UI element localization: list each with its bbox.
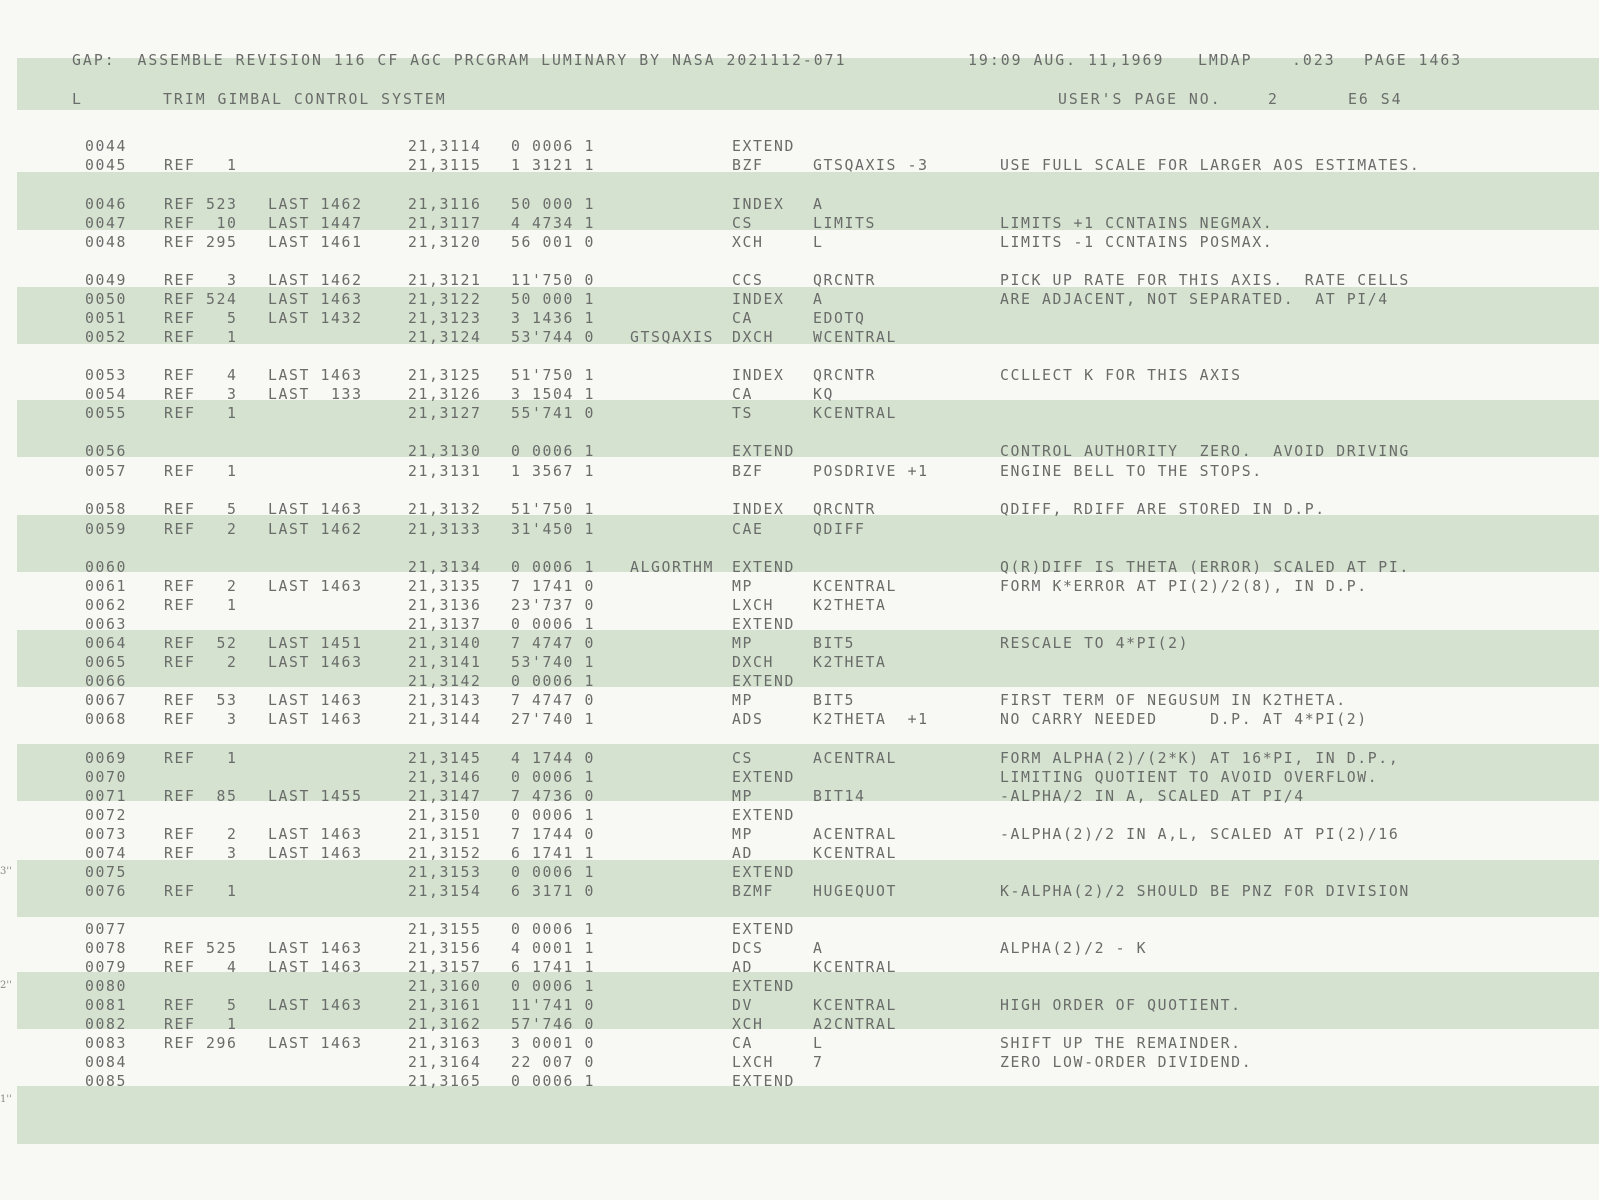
line-number: 0062 bbox=[85, 597, 128, 614]
address: 21,3157 bbox=[408, 959, 482, 976]
opcode: CS bbox=[732, 215, 754, 232]
opcode: CA bbox=[732, 310, 754, 327]
comment: NO CARRY NEEDED D.P. AT 4*PI(2) bbox=[1000, 711, 1368, 728]
line-number: 0050 bbox=[85, 291, 128, 308]
address: 21,3126 bbox=[408, 386, 482, 403]
address: 21,3134 bbox=[408, 559, 482, 576]
opcode: EXTEND bbox=[732, 138, 796, 155]
last-field: LAST 1463 bbox=[268, 997, 363, 1014]
octal-code: 6 1741 1 bbox=[511, 845, 596, 862]
opcode: BZF bbox=[732, 157, 764, 174]
opcode: INDEX bbox=[732, 196, 785, 213]
line-number: 0058 bbox=[85, 501, 128, 518]
address: 21,3153 bbox=[408, 864, 482, 881]
ref-field: REF 3 bbox=[164, 711, 238, 728]
line-number: 0055 bbox=[85, 405, 128, 422]
operand: QDIFF bbox=[813, 521, 866, 538]
octal-code: 27'740 1 bbox=[511, 711, 596, 728]
address: 21,3152 bbox=[408, 845, 482, 862]
line-number: 0053 bbox=[85, 367, 128, 384]
opcode: EXTEND bbox=[732, 921, 796, 938]
comment: RESCALE TO 4*PI(2) bbox=[1000, 635, 1190, 652]
octal-code: 56 001 0 bbox=[511, 234, 596, 251]
operand: GTSQAXIS -3 bbox=[813, 157, 929, 174]
address: 21,3155 bbox=[408, 921, 482, 938]
program-title: GAP: ASSEMBLE REVISION 116 CF AGC PRCGRAM LUMINARY BY NASA 2021112-071 bbox=[72, 52, 847, 69]
address: 21,3135 bbox=[408, 578, 482, 595]
ref-field: REF 4 bbox=[164, 367, 238, 384]
address: 21,3164 bbox=[408, 1054, 482, 1071]
opcode: EXTEND bbox=[732, 864, 796, 881]
address: 21,3147 bbox=[408, 788, 482, 805]
comment: LIMITS -1 CCNTAINS POSMAX. bbox=[1000, 234, 1274, 251]
ref-field: REF 85 bbox=[164, 788, 238, 805]
comment: LIMITS +1 CCNTAINS NEGMAX. bbox=[1000, 215, 1274, 232]
line-number: 0085 bbox=[85, 1073, 128, 1090]
last-field: LAST 1463 bbox=[268, 1035, 363, 1052]
line-number: 0077 bbox=[85, 921, 128, 938]
address: 21,3127 bbox=[408, 405, 482, 422]
header-line-2 bbox=[0, 91, 1403, 109]
last-field: LAST 1462 bbox=[268, 196, 363, 213]
opcode: EXTEND bbox=[732, 559, 796, 576]
octal-code: 0 0006 1 bbox=[511, 921, 596, 938]
address: 21,3122 bbox=[408, 291, 482, 308]
address: 21,3160 bbox=[408, 978, 482, 995]
opcode: XCH bbox=[732, 1016, 764, 1033]
operand: ACENTRAL bbox=[813, 750, 898, 767]
octal-code: 0 0006 1 bbox=[511, 807, 596, 824]
line-number: 0049 bbox=[85, 272, 128, 289]
opcode: EXTEND bbox=[732, 673, 796, 690]
comment: ENGINE BELL TO THE STOPS. bbox=[1000, 463, 1263, 480]
last-field: LAST 1461 bbox=[268, 234, 363, 251]
octal-code: 7 4736 0 bbox=[511, 788, 596, 805]
comment: ARE ADJACENT, NOT SEPARATED. AT PI/4 bbox=[1000, 291, 1389, 308]
octal-code: 3 0001 0 bbox=[511, 1035, 596, 1052]
operand: K2THETA bbox=[813, 654, 887, 671]
ref-field: REF 3 bbox=[164, 272, 238, 289]
opcode: BZF bbox=[732, 463, 764, 480]
ref-field: REF 1 bbox=[164, 1016, 238, 1033]
opcode: DV bbox=[732, 997, 754, 1014]
octal-code: 53'740 1 bbox=[511, 654, 596, 671]
operand: LIMITS bbox=[813, 215, 877, 232]
line-number: 0057 bbox=[85, 463, 128, 480]
margin-mark: 3'' bbox=[0, 866, 12, 877]
opcode: LXCH bbox=[732, 597, 775, 614]
opcode: LXCH bbox=[732, 1054, 775, 1071]
ref-field: REF 1 bbox=[164, 883, 238, 900]
comment: ALPHA(2)/2 - K bbox=[1000, 940, 1148, 957]
octal-code: 1 3121 1 bbox=[511, 157, 596, 174]
address: 21,3163 bbox=[408, 1035, 482, 1052]
line-number: 0068 bbox=[85, 711, 128, 728]
ref-field: REF 296 bbox=[164, 1035, 238, 1052]
user-page-number: 2 bbox=[1268, 91, 1279, 108]
address: 21,3161 bbox=[408, 997, 482, 1014]
octal-code: 0 0006 1 bbox=[511, 864, 596, 881]
ref-field: REF 5 bbox=[164, 997, 238, 1014]
last-field: LAST 133 bbox=[268, 386, 363, 403]
address: 21,3117 bbox=[408, 215, 482, 232]
octal-code: 0 0006 1 bbox=[511, 1073, 596, 1090]
operand: KCENTRAL bbox=[813, 578, 898, 595]
sheet-id: E6 S4 bbox=[1348, 91, 1403, 108]
line-number: 0052 bbox=[85, 329, 128, 346]
octal-code: 4 4734 1 bbox=[511, 215, 596, 232]
address: 21,3120 bbox=[408, 234, 482, 251]
ref-field: REF 10 bbox=[164, 215, 238, 232]
line-number: 0060 bbox=[85, 559, 128, 576]
operand: KQ bbox=[813, 386, 835, 403]
opcode: EXTEND bbox=[732, 1073, 796, 1090]
operand: EDOTQ bbox=[813, 310, 866, 327]
octal-code: 7 1741 0 bbox=[511, 578, 596, 595]
ref-field: REF 5 bbox=[164, 310, 238, 327]
octal-code: 3 1436 1 bbox=[511, 310, 596, 327]
paper-band bbox=[17, 172, 1599, 230]
line-number: 0048 bbox=[85, 234, 128, 251]
margin-mark: 1'' bbox=[0, 1094, 12, 1105]
last-field: LAST 1462 bbox=[268, 272, 363, 289]
operand: KCENTRAL bbox=[813, 845, 898, 862]
operand: KCENTRAL bbox=[813, 997, 898, 1014]
opcode: DCS bbox=[732, 940, 764, 957]
octal-code: 50 000 1 bbox=[511, 196, 596, 213]
ref-field: REF 2 bbox=[164, 521, 238, 538]
operand: QRCNTR bbox=[813, 367, 877, 384]
opcode: AD bbox=[732, 845, 754, 862]
opcode: EXTEND bbox=[732, 769, 796, 786]
line-number: 0079 bbox=[85, 959, 128, 976]
line-number: 0078 bbox=[85, 940, 128, 957]
comment: -ALPHA(2)/2 IN A,L, SCALED AT PI(2)/16 bbox=[1000, 826, 1400, 843]
line-number: 0081 bbox=[85, 997, 128, 1014]
last-field: LAST 1463 bbox=[268, 291, 363, 308]
address: 21,3154 bbox=[408, 883, 482, 900]
octal-code: 3 1504 1 bbox=[511, 386, 596, 403]
ref-field: REF 1 bbox=[164, 405, 238, 422]
address: 21,3123 bbox=[408, 310, 482, 327]
user-page-label: USER'S PAGE NO. bbox=[1058, 91, 1222, 108]
line-number: 0047 bbox=[85, 215, 128, 232]
address: 21,3165 bbox=[408, 1073, 482, 1090]
address: 21,3140 bbox=[408, 635, 482, 652]
octal-code: 51'750 1 bbox=[511, 501, 596, 518]
ref-field: REF 3 bbox=[164, 845, 238, 862]
address: 21,3156 bbox=[408, 940, 482, 957]
octal-code: 11'741 0 bbox=[511, 997, 596, 1014]
section-letter: L bbox=[72, 91, 83, 108]
opcode: AD bbox=[732, 959, 754, 976]
octal-code: 0 0006 1 bbox=[511, 559, 596, 576]
octal-code: 7 1744 0 bbox=[511, 826, 596, 843]
octal-code: 0 0006 1 bbox=[511, 978, 596, 995]
opcode: BZMF bbox=[732, 883, 775, 900]
address: 21,3121 bbox=[408, 272, 482, 289]
page-number: PAGE 1463 bbox=[1364, 52, 1463, 69]
operand: A bbox=[813, 291, 824, 308]
last-field: LAST 1432 bbox=[268, 310, 363, 327]
line-number: 0072 bbox=[85, 807, 128, 824]
octal-code: 53'744 0 bbox=[511, 329, 596, 346]
operand: BIT5 bbox=[813, 692, 856, 709]
comment: SHIFT UP THE REMAINDER. bbox=[1000, 1035, 1242, 1052]
line-number: 0075 bbox=[85, 864, 128, 881]
last-field: LAST 1462 bbox=[268, 521, 363, 538]
ref-field: REF 1 bbox=[164, 597, 238, 614]
opcode: INDEX bbox=[732, 367, 785, 384]
address: 21,3137 bbox=[408, 616, 482, 633]
octal-code: 55'741 0 bbox=[511, 405, 596, 422]
opcode: MP bbox=[732, 692, 754, 709]
operand: BIT14 bbox=[813, 788, 866, 805]
octal-code: 22 007 0 bbox=[511, 1054, 596, 1071]
operand: KCENTRAL bbox=[813, 405, 898, 422]
ref-field: REF 523 bbox=[164, 196, 238, 213]
line-number: 0080 bbox=[85, 978, 128, 995]
ref-field: REF 1 bbox=[164, 329, 238, 346]
ref-field: REF 2 bbox=[164, 826, 238, 843]
last-field: LAST 1463 bbox=[268, 845, 363, 862]
last-field: LAST 1463 bbox=[268, 501, 363, 518]
opcode: CCS bbox=[732, 272, 764, 289]
line-number: 0044 bbox=[85, 138, 128, 155]
opcode: EXTEND bbox=[732, 978, 796, 995]
last-field: LAST 1463 bbox=[268, 826, 363, 843]
octal-code: 51'750 1 bbox=[511, 367, 596, 384]
address: 21,3145 bbox=[408, 750, 482, 767]
line-number: 0059 bbox=[85, 521, 128, 538]
line-number: 0083 bbox=[85, 1035, 128, 1052]
octal-code: 0 0006 1 bbox=[511, 443, 596, 460]
octal-code: 1 3567 1 bbox=[511, 463, 596, 480]
operand: A bbox=[813, 940, 824, 957]
line-number: 0070 bbox=[85, 769, 128, 786]
timestamp: 19:09 AUG. 11,1969 bbox=[968, 52, 1165, 69]
operand: QRCNTR bbox=[813, 272, 877, 289]
comment: HIGH ORDER OF QUOTIENT. bbox=[1000, 997, 1242, 1014]
last-field: LAST 1455 bbox=[268, 788, 363, 805]
comment: LIMITING QUOTIENT TO AVOID OVERFLOW. bbox=[1000, 769, 1379, 786]
address: 21,3133 bbox=[408, 521, 482, 538]
address: 21,3150 bbox=[408, 807, 482, 824]
address: 21,3114 bbox=[408, 138, 482, 155]
operand: WCENTRAL bbox=[813, 329, 898, 346]
line-number: 0084 bbox=[85, 1054, 128, 1071]
address: 21,3151 bbox=[408, 826, 482, 843]
ref-field: REF 1 bbox=[164, 750, 238, 767]
operand: A2CNTRAL bbox=[813, 1016, 898, 1033]
line-number: 0045 bbox=[85, 157, 128, 174]
operand: L bbox=[813, 1035, 824, 1052]
operand: QRCNTR bbox=[813, 501, 877, 518]
last-field: LAST 1463 bbox=[268, 940, 363, 957]
opcode: TS bbox=[732, 405, 754, 422]
address: 21,3125 bbox=[408, 367, 482, 384]
comment: -ALPHA/2 IN A, SCALED AT PI/4 bbox=[1000, 788, 1305, 805]
comment: FORM ALPHA(2)/(2*K) AT 16*PI, IN D.P., bbox=[1000, 750, 1400, 767]
label-field: GTSQAXIS bbox=[630, 329, 715, 346]
address: 21,3131 bbox=[408, 463, 482, 480]
program-tag: LMDAP bbox=[1198, 52, 1253, 69]
opcode: XCH bbox=[732, 234, 764, 251]
octal-code: 11'750 0 bbox=[511, 272, 596, 289]
paper-band bbox=[17, 630, 1599, 687]
comment: FIRST TERM OF NEGUSUM IN K2THETA. bbox=[1000, 692, 1347, 709]
octal-code: 57'746 0 bbox=[511, 1016, 596, 1033]
operand: BIT5 bbox=[813, 635, 856, 652]
address: 21,3144 bbox=[408, 711, 482, 728]
line-number: 0054 bbox=[85, 386, 128, 403]
opcode: ADS bbox=[732, 711, 764, 728]
octal-code: 0 0006 1 bbox=[511, 138, 596, 155]
last-field: LAST 1463 bbox=[268, 367, 363, 384]
line-number: 0074 bbox=[85, 845, 128, 862]
operand: 7 bbox=[813, 1054, 824, 1071]
octal-code: 0 0006 1 bbox=[511, 769, 596, 786]
opcode: MP bbox=[732, 788, 754, 805]
line-number: 0073 bbox=[85, 826, 128, 843]
comment: PICK UP RATE FOR THIS AXIS. RATE CELLS bbox=[1000, 272, 1410, 289]
ref-field: REF 2 bbox=[164, 578, 238, 595]
address: 21,3130 bbox=[408, 443, 482, 460]
comment: Q(R)DIFF IS THETA (ERROR) SCALED AT PI. bbox=[1000, 559, 1410, 576]
line-number: 0064 bbox=[85, 635, 128, 652]
octal-code: 6 3171 0 bbox=[511, 883, 596, 900]
ref-field: REF 2 bbox=[164, 654, 238, 671]
opcode: CA bbox=[732, 386, 754, 403]
last-field: LAST 1447 bbox=[268, 215, 363, 232]
line-number: 0061 bbox=[85, 578, 128, 595]
ref-field: REF 525 bbox=[164, 940, 238, 957]
comment: USE FULL SCALE FOR LARGER AOS ESTIMATES. bbox=[1000, 157, 1421, 174]
comment: K-ALPHA(2)/2 SHOULD BE PNZ FOR DIVISION bbox=[1000, 883, 1410, 900]
line-number: 0066 bbox=[85, 673, 128, 690]
last-field: LAST 1463 bbox=[268, 692, 363, 709]
line-number: 0063 bbox=[85, 616, 128, 633]
line-number: 0071 bbox=[85, 788, 128, 805]
address: 21,3116 bbox=[408, 196, 482, 213]
last-field: LAST 1451 bbox=[268, 635, 363, 652]
address: 21,3132 bbox=[408, 501, 482, 518]
address: 21,3124 bbox=[408, 329, 482, 346]
octal-code: 31'450 1 bbox=[511, 521, 596, 538]
address: 21,3115 bbox=[408, 157, 482, 174]
comment: QDIFF, RDIFF ARE STORED IN D.P. bbox=[1000, 501, 1326, 518]
comment: ZERO LOW-ORDER DIVIDEND. bbox=[1000, 1054, 1253, 1071]
line-number: 0051 bbox=[85, 310, 128, 327]
line-number: 0056 bbox=[85, 443, 128, 460]
operand: POSDRIVE +1 bbox=[813, 463, 929, 480]
header-line-1 bbox=[0, 52, 1463, 70]
comment: FORM K*ERROR AT PI(2)/2(8), IN D.P. bbox=[1000, 578, 1368, 595]
address: 21,3142 bbox=[408, 673, 482, 690]
opcode: MP bbox=[732, 578, 754, 595]
ref-field: REF 524 bbox=[164, 291, 238, 308]
opcode: DXCH bbox=[732, 654, 775, 671]
address: 21,3146 bbox=[408, 769, 482, 786]
line-number: 0067 bbox=[85, 692, 128, 709]
octal-code: 0 0006 1 bbox=[511, 673, 596, 690]
ref-field: REF 1 bbox=[164, 157, 238, 174]
octal-code: 6 1741 1 bbox=[511, 959, 596, 976]
operand: K2THETA +1 bbox=[813, 711, 929, 728]
line-number: 0076 bbox=[85, 883, 128, 900]
opcode: INDEX bbox=[732, 291, 785, 308]
opcode: CAE bbox=[732, 521, 764, 538]
comment: CONTROL AUTHORITY ZERO. AVOID DRIVING bbox=[1000, 443, 1410, 460]
last-field: LAST 1463 bbox=[268, 711, 363, 728]
octal-code: 50 000 1 bbox=[511, 291, 596, 308]
octal-code: 23'737 0 bbox=[511, 597, 596, 614]
paper-band bbox=[17, 1086, 1599, 1144]
operand: K2THETA bbox=[813, 597, 887, 614]
address: 21,3141 bbox=[408, 654, 482, 671]
ref-field: REF 1 bbox=[164, 463, 238, 480]
operand: L bbox=[813, 234, 824, 251]
address: 21,3162 bbox=[408, 1016, 482, 1033]
opcode: MP bbox=[732, 826, 754, 843]
opcode: EXTEND bbox=[732, 443, 796, 460]
address: 21,3136 bbox=[408, 597, 482, 614]
octal-code: 0 0006 1 bbox=[511, 616, 596, 633]
opcode: CS bbox=[732, 750, 754, 767]
line-number: 0082 bbox=[85, 1016, 128, 1033]
octal-code: 4 1744 0 bbox=[511, 750, 596, 767]
octal-code: 7 4747 0 bbox=[511, 635, 596, 652]
program-code: .023 bbox=[1292, 52, 1336, 69]
opcode: EXTEND bbox=[732, 616, 796, 633]
opcode: INDEX bbox=[732, 501, 785, 518]
operand: A bbox=[813, 196, 824, 213]
line-number: 0046 bbox=[85, 196, 128, 213]
section-title: TRIM GIMBAL CONTROL SYSTEM bbox=[163, 91, 447, 108]
opcode: CA bbox=[732, 1035, 754, 1052]
address: 21,3143 bbox=[408, 692, 482, 709]
opcode: DXCH bbox=[732, 329, 775, 346]
opcode: MP bbox=[732, 635, 754, 652]
octal-code: 4 0001 1 bbox=[511, 940, 596, 957]
operand: KCENTRAL bbox=[813, 959, 898, 976]
octal-code: 7 4747 0 bbox=[511, 692, 596, 709]
ref-field: REF 53 bbox=[164, 692, 238, 709]
label-field: ALGORTHM bbox=[630, 559, 715, 576]
comment: CCLLECT K FOR THIS AXIS bbox=[1000, 367, 1242, 384]
operand: ACENTRAL bbox=[813, 826, 898, 843]
ref-field: REF 52 bbox=[164, 635, 238, 652]
last-field: LAST 1463 bbox=[268, 578, 363, 595]
ref-field: REF 3 bbox=[164, 386, 238, 403]
last-field: LAST 1463 bbox=[268, 654, 363, 671]
ref-field: REF 295 bbox=[164, 234, 238, 251]
last-field: LAST 1463 bbox=[268, 959, 363, 976]
line-number: 0065 bbox=[85, 654, 128, 671]
opcode: EXTEND bbox=[732, 807, 796, 824]
line-number: 0069 bbox=[85, 750, 128, 767]
ref-field: REF 5 bbox=[164, 501, 238, 518]
paper-band bbox=[17, 972, 1599, 1029]
operand: HUGEQUOT bbox=[813, 883, 898, 900]
margin-mark: 2'' bbox=[0, 980, 12, 991]
ref-field: REF 4 bbox=[164, 959, 238, 976]
